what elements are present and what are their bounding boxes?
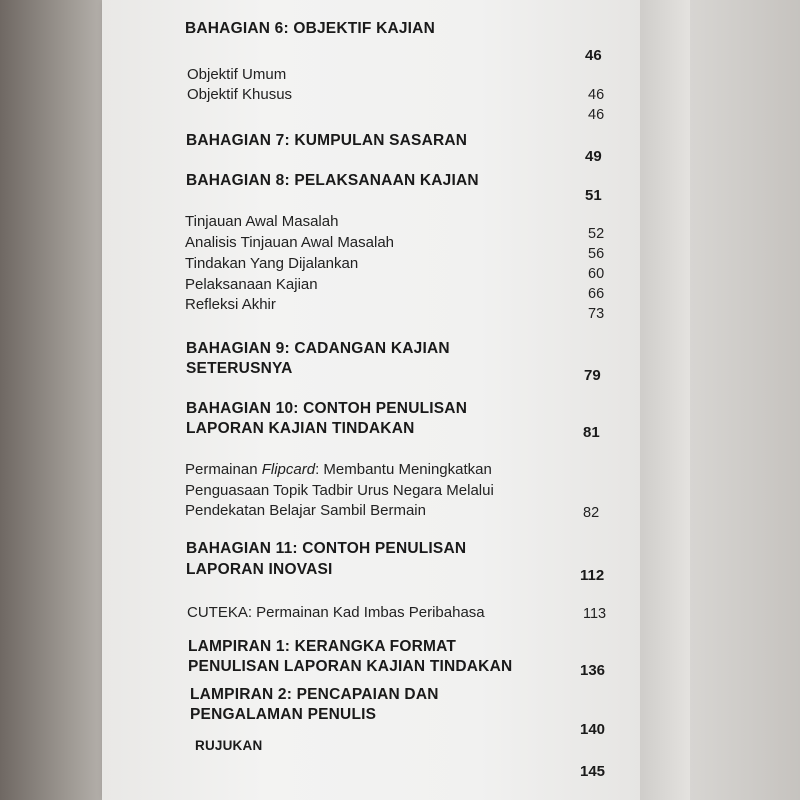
toc-section-page: 51 xyxy=(585,187,602,204)
toc-section-heading: LAMPIRAN 1: KERANGKA FORMAT xyxy=(188,638,457,655)
toc-entry: Tinjauan Awal Masalah xyxy=(185,213,339,230)
toc-entry: Penguasaan Topik Tadbir Urus Negara Melalui xyxy=(185,482,494,499)
toc-entry: Pelaksanaan Kajian xyxy=(185,276,318,293)
toc-entry: Pendekatan Belajar Sambil Bermain xyxy=(185,502,426,519)
toc-section-heading: BAHAGIAN 7: KUMPULAN SASARAN xyxy=(186,132,468,149)
toc-section-heading: BAHAGIAN 9: CADANGAN KAJIAN xyxy=(186,340,450,357)
toc-entry: CUTEKA: Permainan Kad Imbas Peribahasa xyxy=(187,604,485,621)
toc-section-heading: PENGALAMAN PENULIS xyxy=(190,706,377,723)
toc-section-heading: LAPORAN INOVASI xyxy=(186,561,333,578)
toc-entry: Objektif Umum xyxy=(187,66,287,83)
toc-entry: Permainan Flipcard: Membantu Meningkatkan xyxy=(185,461,492,478)
toc-entry: Tindakan Yang Dijalankan xyxy=(185,255,359,272)
toc-section-page: 49 xyxy=(585,148,602,165)
toc-section-page: 136 xyxy=(580,662,606,679)
toc-section-heading: LAMPIRAN 2: PENCAPAIAN DAN xyxy=(190,686,439,703)
toc-entry-page: 56 xyxy=(588,246,605,262)
toc-entry-page: 46 xyxy=(588,107,605,123)
toc-section-page: 81 xyxy=(583,424,600,441)
toc-entry-page: 60 xyxy=(588,266,605,282)
toc-entry-page: 52 xyxy=(588,226,605,242)
toc-entry: Analisis Tinjauan Awal Masalah xyxy=(185,234,395,251)
toc-section-page: 145 xyxy=(580,763,606,780)
toc-section-heading: PENULISAN LAPORAN KAJIAN TINDAKAN xyxy=(188,658,513,675)
toc-section-heading: BAHAGIAN 11: CONTOH PENULISAN xyxy=(186,540,467,557)
toc-entry-page: 82 xyxy=(583,505,600,521)
toc-entry: Objektif Khusus xyxy=(187,86,293,103)
toc-entry-page: 46 xyxy=(588,87,605,103)
toc-section-heading: BAHAGIAN 6: OBJEKTIF KAJIAN xyxy=(185,20,435,37)
toc-section-heading: SETERUSNYA xyxy=(186,360,293,377)
toc-section-page: 79 xyxy=(584,367,601,384)
toc-section-heading: LAPORAN KAJIAN TINDAKAN xyxy=(186,420,415,437)
toc-section-page: 46 xyxy=(585,47,602,64)
toc-section-page: 112 xyxy=(580,567,605,584)
toc-entry: Refleksi Akhir xyxy=(185,296,276,313)
toc-section-heading: BAHAGIAN 8: PELAKSANAAN KAJIAN xyxy=(186,172,479,189)
toc-section-heading: BAHAGIAN 10: CONTOH PENULISAN xyxy=(186,400,468,417)
toc-section-heading: RUJUKAN xyxy=(195,738,263,753)
toc-entry-page: 66 xyxy=(588,286,605,302)
toc-entry-page: 73 xyxy=(588,306,605,322)
toc-section-page: 140 xyxy=(580,721,606,738)
toc-entry-page: 113 xyxy=(583,606,607,622)
